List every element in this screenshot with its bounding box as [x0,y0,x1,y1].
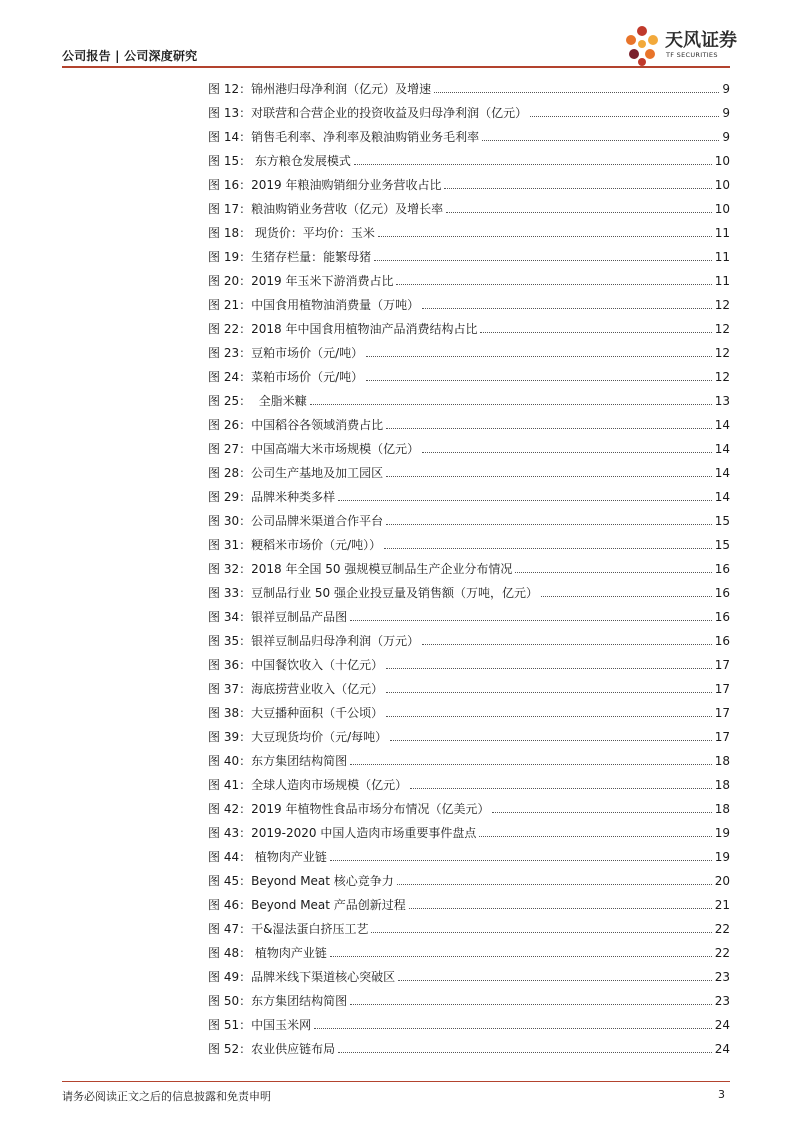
footer-disclaimer: 请务必阅读正文之后的信息披露和免责申明 [62,1090,271,1103]
toc-page-number: 17 [714,706,730,720]
toc-entry[interactable] [208,577,730,601]
toc-figure-number: 图 29： [208,490,252,504]
toc-dot-leader [371,932,711,933]
toc-page-number: 14 [714,466,730,480]
toc-figure-title: 中国食用植物油消费量（万吨） [251,298,420,312]
toc-figure-title: 品牌米线下渠道核心突破区 [251,970,396,984]
toc-figure-title: 中国餐饮收入（十亿元） [251,658,384,672]
toc-figure-title: 现货价：平均价：玉米 [251,226,375,240]
toc-entry[interactable] [208,721,730,745]
toc-dot-leader [350,620,712,621]
toc-figure-title: 中国玉米网 [251,1018,312,1032]
toc-figure-number: 图 52： [208,1042,252,1056]
toc-entry[interactable] [208,985,730,1009]
toc-figure-title: 豆粕市场价（元/吨） [251,346,364,360]
toc-figure-number: 图 47： [208,922,252,936]
toc-page-number: 9 [722,106,730,120]
flower-logo-icon [622,24,662,68]
toc-entry[interactable] [208,649,730,673]
toc-figure-title: 2018 年中国食用植物油产品消费结构占比 [251,322,478,336]
toc-page-number: 16 [714,586,730,600]
toc-dot-leader [330,860,712,861]
toc-page-number: 11 [714,274,730,288]
toc-dot-leader [374,260,712,261]
toc-entry[interactable] [208,409,730,433]
toc-figure-number: 图 26： [208,418,252,432]
toc-dot-leader [390,740,712,741]
toc-page-number: 13 [714,394,730,408]
toc-dot-leader [354,164,712,165]
toc-page-number: 10 [714,202,730,216]
toc-dot-leader [530,116,719,117]
toc-dot-leader [492,812,711,813]
toc-figure-number: 图 40： [208,754,252,768]
toc-figure-number: 图 27： [208,442,252,456]
toc-entry[interactable] [208,553,730,577]
toc-figure-title: 2019 年植物性食品市场分布情况（亿美元） [251,802,490,816]
toc-entry[interactable] [208,625,730,649]
toc-figure-number: 图 24： [208,370,252,384]
toc-figure-title: 中国稻谷各领域消费占比 [251,418,384,432]
toc-figure-number: 图 25： [208,394,252,408]
toc-figure-title: 2018 年全国 50 强规模豆制品生产企业分布情况 [251,562,513,576]
toc-figure-title: 2019 年玉米下游消费占比 [251,274,394,288]
toc-figure-number: 图 36： [208,658,252,672]
toc-figure-title: 豆制品行业 50 强企业投豆量及销售额（万吨，亿元） [251,586,538,600]
toc-entry[interactable] [208,913,730,937]
toc-page-number: 10 [714,154,730,168]
toc-figure-number: 图 21： [208,298,252,312]
toc-entry[interactable] [208,265,730,289]
toc-entry[interactable] [208,889,730,913]
toc-page-number: 12 [714,298,730,312]
toc-figure-title: 中国高端大米市场规模（亿元） [251,442,420,456]
toc-figure-title: 植物肉产业链 [251,946,327,960]
toc-entry[interactable] [208,745,730,769]
toc-page-number: 23 [714,970,730,984]
toc-figure-title: Beyond Meat 核心竞争力 [251,874,394,888]
toc-entry[interactable] [208,385,730,409]
toc-figure-title: 粮油购销业务营收（亿元）及增长率 [251,202,444,216]
toc-figure-number: 图 23： [208,346,252,360]
toc-figure-number: 图 18： [208,226,252,240]
report-type-header: 公司报告 | 公司深度研究 [62,49,198,63]
toc-figure-number: 图 28： [208,466,252,480]
toc-page-number: 15 [714,538,730,552]
toc-figure-number: 图 20： [208,274,252,288]
toc-entry[interactable] [208,73,730,97]
toc-figure-title: 海底捞营业收入（亿元） [251,682,384,696]
toc-dot-leader [386,692,712,693]
toc-page-number: 16 [714,610,730,624]
toc-figure-number: 图 44： [208,850,252,864]
toc-dot-leader [444,188,711,189]
toc-dot-leader [410,788,712,789]
toc-figure-number: 图 39： [208,730,252,744]
toc-entry[interactable] [208,505,730,529]
toc-entry[interactable] [208,289,730,313]
toc-page-number: 24 [714,1018,730,1032]
toc-page-number: 17 [714,730,730,744]
toc-figure-number: 图 48： [208,946,252,960]
toc-figure-number: 图 17： [208,202,252,216]
toc-figure-number: 图 30： [208,514,252,528]
toc-dot-leader [396,284,711,285]
toc-dot-leader [386,524,712,525]
toc-figure-title: 菜粕市场价（元/吨） [251,370,364,384]
toc-page-number: 17 [714,658,730,672]
toc-page-number: 12 [714,370,730,384]
toc-figure-number: 图 34： [208,610,252,624]
toc-entry[interactable] [208,145,730,169]
toc-page-number: 17 [714,682,730,696]
toc-figure-number: 图 14： [208,130,252,144]
toc-figure-number: 图 16： [208,178,252,192]
toc-dot-leader [314,1028,712,1029]
toc-entry[interactable] [208,937,730,961]
toc-entry[interactable] [208,841,730,865]
toc-figure-title: 生猪存栏量：能繁母猪 [251,250,372,264]
toc-dot-leader [338,500,712,501]
toc-figure-title: 公司品牌米渠道合作平台 [251,514,384,528]
toc-figure-number: 图 19： [208,250,252,264]
toc-page-number: 18 [714,802,730,816]
toc-dot-leader [422,308,712,309]
toc-figure-title: 银祥豆制品归母净利润（万元） [251,634,420,648]
toc-figure-title: 销售毛利率、净利率及粮油购销业务毛利率 [251,130,480,144]
toc-page-number: 19 [714,850,730,864]
toc-entry[interactable] [208,97,730,121]
toc-page-number: 16 [714,634,730,648]
toc-figure-title: Beyond Meat 产品创新过程 [251,898,406,912]
toc-dot-leader [541,596,712,597]
toc-entry[interactable] [208,457,730,481]
toc-figure-title: 公司生产基地及加工园区 [251,466,384,480]
toc-entry[interactable] [208,121,730,145]
page-number: 3 [718,1088,725,1101]
toc-figure-number: 图 22： [208,322,252,336]
toc-figure-title: 大豆现货均价（元/每吨） [251,730,388,744]
toc-dot-leader [480,332,711,333]
toc-figure-number: 图 12： [208,82,252,96]
toc-figure-title: 银祥豆制品产品图 [251,610,348,624]
toc-entry[interactable] [208,361,730,385]
toc-dot-leader [386,428,712,429]
toc-dot-leader [446,212,712,213]
toc-page-number: 19 [714,826,730,840]
toc-figure-title: 2019 年粮油购销细分业务营收占比 [251,178,442,192]
toc-figure-title: 2019-2020 中国人造肉市场重要事件盘点 [251,826,477,840]
toc-figure-number: 图 43： [208,826,252,840]
toc-page-number: 15 [714,514,730,528]
toc-figure-number: 图 45： [208,874,252,888]
toc-figure-number: 图 41： [208,778,252,792]
tf-securities-logo [622,24,742,68]
toc-page-number: 18 [714,754,730,768]
toc-dot-leader [338,1052,712,1053]
toc-page-number: 20 [714,874,730,888]
toc-figure-title: 农业供应链布局 [251,1042,336,1056]
toc-page-number: 14 [714,490,730,504]
toc-page-number: 21 [714,898,730,912]
toc-dot-leader [386,476,712,477]
toc-entry[interactable] [208,865,730,889]
logo-text-en: TF SECURITIES [666,51,718,59]
toc-entry[interactable] [208,769,730,793]
toc-dot-leader [386,668,712,669]
toc-entry[interactable] [208,193,730,217]
toc-dot-leader [378,236,712,237]
toc-figure-number: 图 46： [208,898,252,912]
toc-dot-leader [386,716,712,717]
toc-figure-number: 图 31： [208,538,252,552]
footer-divider [62,1081,730,1082]
toc-figure-title: 植物肉产业链 [251,850,327,864]
toc-page-number: 9 [722,82,730,96]
toc-page-number: 22 [714,922,730,936]
toc-figure-title: 全球人造肉市场规模（亿元） [251,778,408,792]
toc-dot-leader [422,644,712,645]
toc-entry[interactable] [208,241,730,265]
toc-dot-leader [479,836,711,837]
toc-page-number: 22 [714,946,730,960]
toc-page-number: 12 [714,322,730,336]
toc-entry[interactable] [208,529,730,553]
toc-entry[interactable] [208,961,730,985]
toc-figure-title: 干&湿法蛋白挤压工艺 [251,922,369,936]
toc-figure-number: 图 35： [208,634,252,648]
toc-figure-title: 全脂米糠 [251,394,307,408]
toc-figure-number: 图 42： [208,802,252,816]
toc-page-number: 24 [714,1042,730,1056]
toc-figure-title: 对联营和合营企业的投资收益及归母净利润（亿元） [251,106,528,120]
toc-figure-number: 图 50： [208,994,252,1008]
toc-figure-title: 锦州港归母净利润（亿元）及增速 [251,82,432,96]
toc-dot-leader [398,980,712,981]
toc-dot-leader [366,380,712,381]
toc-entry[interactable] [208,1009,730,1033]
toc-dot-leader [350,1004,712,1005]
toc-figure-number: 图 33： [208,586,252,600]
toc-entry[interactable] [208,313,730,337]
toc-entry[interactable] [208,817,730,841]
toc-figure-number: 图 37： [208,682,252,696]
toc-figure-title: 东方粮仓发展模式 [251,154,351,168]
toc-entry[interactable] [208,217,730,241]
toc-page-number: 10 [714,178,730,192]
toc-figure-number: 图 38： [208,706,252,720]
toc-page-number: 11 [714,226,730,240]
toc-entry[interactable] [208,169,730,193]
figure-index-list [208,73,730,1057]
toc-page-number: 14 [714,418,730,432]
logo-text-cn: 天风证券 [665,30,737,51]
toc-page-number: 9 [722,130,730,144]
header-divider [62,66,730,68]
toc-entry[interactable] [208,433,730,457]
toc-dot-leader [310,404,712,405]
toc-entry[interactable] [208,697,730,721]
toc-figure-number: 图 32： [208,562,252,576]
toc-page-number: 11 [714,250,730,264]
toc-figure-title: 大豆播种面积（千公顷） [251,706,384,720]
toc-entry[interactable] [208,673,730,697]
toc-figure-number: 图 15： [208,154,252,168]
toc-figure-title: 品牌米种类多样 [251,490,336,504]
toc-figure-number: 图 13： [208,106,252,120]
toc-dot-leader [515,572,711,573]
toc-page-number: 14 [714,442,730,456]
toc-figure-number: 图 49： [208,970,252,984]
toc-dot-leader [384,548,712,549]
toc-dot-leader [409,908,712,909]
toc-figure-title: 东方集团结构简图 [251,754,348,768]
toc-figure-number: 图 51： [208,1018,252,1032]
toc-dot-leader [330,956,712,957]
toc-figure-title: 粳稻米市场价（元/吨）） [251,538,382,552]
toc-entry[interactable] [208,793,730,817]
toc-dot-leader [350,764,712,765]
toc-entry[interactable] [208,601,730,625]
toc-figure-title: 东方集团结构简图 [251,994,348,1008]
toc-dot-leader [434,92,719,93]
toc-page-number: 16 [714,562,730,576]
toc-entry[interactable] [208,481,730,505]
toc-entry[interactable] [208,1033,730,1057]
toc-page-number: 23 [714,994,730,1008]
toc-entry[interactable] [208,337,730,361]
toc-dot-leader [422,452,712,453]
toc-dot-leader [482,140,719,141]
toc-page-number: 18 [714,778,730,792]
toc-dot-leader [366,356,712,357]
toc-dot-leader [397,884,712,885]
toc-page-number: 12 [714,346,730,360]
